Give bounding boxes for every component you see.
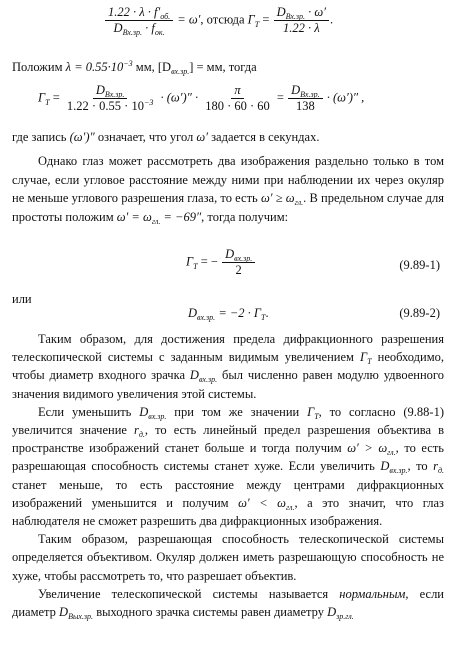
paragraph-diffraction-limit: Таким образом, для достижения предела дифракционного разрешения телескопической системы с заданным видимым увеличением $\Gamma_T$ необходимо, чтобы диаметр входного зрачка $D_{вх.зр.}$ был численно равен модулю удвоенного значения видимого увеличения этой системы. (12, 332, 444, 401)
paragraph-eye-resolution: Однако глаз может рассмотреть два изображения раздельно только в том случае, если угловое расстояние между ними при наблюдении их через окуляр не меньше углового разрешения глаза, то есть $\omega' \ge \omega_{гл.}$. В предельном случае для простоты положим $\omega' = \omega_{гл.} = -69''$, тогда получим: (12, 154, 444, 226)
assume-line: Положим $\lambda = 0.55\cdot 10^{-3}$ мм, $[D_{вх.зр.}]$ = мм, тогда (12, 59, 257, 76)
equation-angular-resolution: $\frac{1.22 \cdot \lambda \cdot f'_{об.}}{D_{Вх.зр.} \cdot f_{ок.}}$ = ω′, отсюда $\Gamma_T$ = $\frac{D_{Вх.зр.} \cdot \omega'}{1.22 \cdot \lambda}$ . (104, 6, 333, 35)
fraction-lhs: $\frac{1.22 \cdot \lambda \cdot f'_{об.}}{D_{Вх.зр.} \cdot f_{ок.}}$ (105, 6, 173, 35)
equation-number-9-89-2: (9.89-2) (399, 306, 440, 320)
equation-9-89-1: $\Gamma_T$ = − $\frac{D_{вх.зр.}}{2}$ (186, 248, 256, 277)
paragraph-normal-magnification: Увеличение телескопической системы называется нормальным, если диаметр $D_{Вых.зр.}$ выходного зрачка системы равен диаметру $D_{зр.гл.}$ (12, 586, 444, 622)
paragraph-decrease-increase: Если уменьшить $D_{вх.зр.}$ при том же значении $\Gamma_T$, то согласно (9.88-1) увеличится значение $r_{д.}$, то есть линейный предел разрешения объектива в пространстве изображений станет больше и тогда получим $\omega' > \omega_{гл.}$, то есть разрешающая способность системы станет хуже. Если увеличить $D_{вх.зр.}$, то $r_{д.}$ станет меньше, то есть расстояние между центрами дифракционных изображений уменьшится и получим $\omega' < \omega_{гл.}$, а это значит, что глаз наблюдателя не сможет разрешить два дифракционных изображения. (12, 404, 445, 529)
equation-9-89-2: $D_{вх.зр.} = -2 \cdot \Gamma_T$. (188, 306, 269, 322)
note-line: где запись (ω′)″ означает, что угол ω′ задается в секундах. (12, 130, 320, 144)
equation-magnification: $\Gamma_T$ = $\frac{D_{Вх.зр.}}{1.22 \cdot 0.55 \cdot 10^{-3}}$ · (ω′)″ · $\frac{\pi}{180 \cdot 60 \cdot 60}$ = $\frac{D_{Вх.зр.}}{138}$ · (ω′)″ , (38, 83, 365, 114)
fraction-rhs: $\frac{D_{Вх.зр.} \cdot \omega'}{1.22 \cdot \lambda}$ (274, 6, 329, 35)
equation-number-9-89-1: (9.89-1) (399, 258, 440, 272)
paragraph-resolution-objective: Таким образом, разрешающая способность телескопической системы определяется объективом. Окуляр должен иметь разрешающую способность не хуже, чтобы рассмотреть то, что разрешает объектив. (12, 532, 444, 583)
or-line: или (12, 292, 32, 306)
body-text (12, 330, 444, 621)
